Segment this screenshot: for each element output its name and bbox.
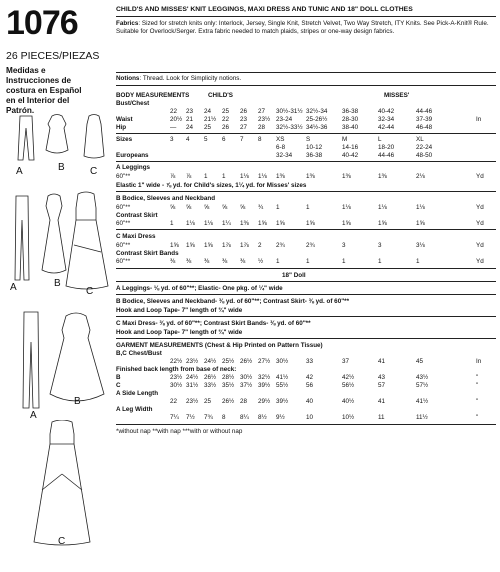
contrast-skirt-label: Contrast Skirt [116, 212, 158, 219]
bust-cell: 27 [258, 108, 266, 115]
c-len-cell: 39½ [258, 382, 271, 389]
a-yard-cell: ⅞ [170, 173, 176, 180]
bust-cell: 40-42 [378, 108, 395, 115]
c-len-cell: 56½ [342, 382, 355, 389]
fig-label-a-back: A [30, 410, 37, 421]
a-side-cell: 29½ [258, 398, 271, 405]
b-len-cell: 42 [306, 374, 314, 381]
divider [116, 229, 496, 230]
c-len-cell: 57½ [416, 382, 429, 389]
bust-cell: 44-46 [416, 108, 433, 115]
sizes2-cell: 22-24 [416, 144, 433, 151]
c-maxi-label: C Maxi Dress [116, 233, 156, 240]
a-side-cell: 26½ [222, 398, 235, 405]
divider [116, 338, 496, 339]
unit-yd: Yd [476, 242, 484, 249]
b-len-cell: 30½ [240, 374, 253, 381]
c-len-cell: 55½ [276, 382, 289, 389]
bc-label: B,C Chest/Bust [116, 350, 162, 357]
cs-yard-cell: 1⅜ [240, 220, 249, 227]
csb-yard-cell: ⅜ [170, 258, 176, 265]
c-label: C [116, 382, 121, 389]
waist-cell: 32-34 [378, 116, 395, 123]
a-60: 60"** [116, 173, 131, 180]
c-len-cell: 31½ [186, 382, 199, 389]
hip-cell: 28 [258, 124, 266, 131]
bc-cell: 23½ [186, 358, 199, 365]
bust-cell: 36-38 [342, 108, 359, 115]
unit: " [476, 374, 479, 381]
bc-cell: 33 [306, 358, 314, 365]
sizes-cell: L [378, 136, 382, 143]
a-yard-cell: 1⅜ [378, 173, 387, 180]
divider [116, 316, 496, 317]
waist-cell: 20½ [170, 116, 183, 123]
a-yard-cell: 2⅛ [416, 173, 425, 180]
b-len-cell: 24½ [186, 374, 199, 381]
b-yard-cell: ⅝ [186, 204, 192, 211]
c-yard-cell: 3 [378, 242, 382, 249]
a-leg-cell: 8¼ [240, 414, 249, 421]
c-len-cell: 57 [378, 382, 386, 389]
csb-label: Contrast Skirt Bands [116, 250, 179, 257]
a-leg-cell: 7¾ [204, 414, 213, 421]
csb-yard-cell: ⅜ [204, 258, 210, 265]
waist-cell: 25-26½ [306, 116, 328, 123]
sizes-cell: 8 [258, 136, 262, 143]
divider [116, 424, 496, 425]
cs-yard-cell: 1⅝ [258, 220, 267, 227]
fig-label-c-misses: C [86, 286, 94, 297]
misses-heading: MISSES' [384, 92, 410, 99]
sizes-cell: 5 [204, 136, 208, 143]
fig-label-b-misses: B [54, 278, 61, 289]
unit: " [476, 414, 479, 421]
finished-label: Finished back length from base of neck: [116, 366, 237, 373]
info-panel [112, 0, 500, 572]
fig-label-b-back: B [74, 396, 81, 407]
csb-yard-cell: ½ [258, 258, 264, 265]
c-len-cell: 37½ [240, 382, 253, 389]
divider [116, 294, 496, 295]
b-yard-cell: ⅝ [170, 204, 176, 211]
a-side-cell: 28 [240, 398, 248, 405]
a-yard-cell: 1⅜ [342, 173, 351, 180]
cs-yard-cell: 1⅝ [378, 220, 387, 227]
waist-cell: 28-30 [342, 116, 359, 123]
b-yard-cell: ⅝ [204, 204, 210, 211]
a-yard-cell: 1⅜ [276, 173, 285, 180]
sizes-label: Sizes [116, 136, 133, 143]
garment-title: GARMENT MEASUREMENTS (Chest & Hip Printed on Pattern Tissue) [116, 342, 323, 349]
body-measurements-title: BODY MEASUREMENTS [116, 92, 190, 99]
unit-yd: Yd [476, 258, 484, 265]
notions-section: Notions: Thread. Look for Simplicity notions. [116, 72, 496, 86]
a-side-cell: 41½ [416, 398, 429, 405]
c-yard-cell: 3 [342, 242, 346, 249]
cs-yard-cell: 1¼ [222, 220, 231, 227]
hip-cell: 27 [240, 124, 248, 131]
a-side-cell: 22 [170, 398, 178, 405]
c-len-cell: 33½ [204, 382, 217, 389]
a-side-cell: 40 [306, 398, 314, 405]
a-yard-cell: 1 [222, 173, 226, 180]
waist-cell: 22 [222, 116, 230, 123]
unit-in: In [476, 116, 482, 123]
doll-b2: Hook and Loop Tape- 7" length of ¾" wide [116, 307, 243, 314]
b-len-cell: 26½ [204, 374, 217, 381]
a-side-label: A Side Length [116, 390, 159, 397]
c-yard-cell: 1⅝ [204, 242, 213, 249]
fig-label-a: A [16, 166, 23, 177]
csb-yard-cell: ⅜ [240, 258, 246, 265]
a-leg-cell: 8 [222, 414, 226, 421]
c-yard-cell: 1⅞ [240, 242, 249, 249]
hip-cell: 26 [222, 124, 230, 131]
hip-cell: — [170, 124, 177, 131]
csb-yard-cell: 1 [276, 258, 280, 265]
misses-figures-illustration [4, 190, 112, 290]
divider [116, 191, 496, 192]
bust-cell: 30½-31½ [276, 108, 303, 115]
a-yard-cell: 1⅛ [240, 173, 249, 180]
elastic-note: Elastic 1" wide - ⅞ yd. for Child's sizes, 1¼ yd. for Misses' sizes [116, 182, 307, 189]
sizes-cell: XS [276, 136, 285, 143]
bust-cell: 26 [240, 108, 248, 115]
b-len-cell: 41½ [276, 374, 289, 381]
divider [116, 161, 496, 162]
sizes-cell: 4 [186, 136, 190, 143]
csb-yard-cell: 1 [306, 258, 310, 265]
euro-cell: 36-38 [306, 152, 323, 159]
hip-cell: 46-48 [416, 124, 433, 131]
euro-cell: 40-42 [342, 152, 359, 159]
doll-a: A Leggings- ⅛ yd. of 60"**; Elastic- One pkg. of ¼" wide [116, 285, 283, 292]
euro-cell: 32-34 [276, 152, 293, 159]
waist-cell: 21½ [204, 116, 217, 123]
pattern-number: 1076 [6, 4, 78, 42]
childs-heading: CHILD'S [208, 92, 233, 99]
b-len-cell: 32½ [258, 374, 271, 381]
fabrics-label: Fabrics [116, 20, 139, 27]
sizes-cell: S [306, 136, 311, 143]
b-len-cell: 42½ [342, 374, 355, 381]
waist-cell: 23 [240, 116, 248, 123]
sizes-cell: M [342, 136, 348, 143]
cs-yard-cell: 1⅛ [186, 220, 195, 227]
fig-label-a-misses: A [10, 282, 17, 293]
unit-yd: Yd [476, 204, 484, 211]
b-len-cell: 23½ [170, 374, 183, 381]
hip-label: Hip [116, 124, 127, 131]
a-leg-label: A Leg Width [116, 406, 153, 413]
pattern-title: CHILD'S AND MISSES' KNIT LEGGINGS, MAXI DRESS AND TUNIC AND 18" DOLL CLOTHES [116, 6, 496, 17]
divider [116, 133, 496, 134]
fig-label-c: C [90, 166, 98, 177]
bc-cell: 27½ [258, 358, 271, 365]
b-yard-cell: ¾ [258, 204, 264, 211]
a-yard-cell: ⅞ [186, 173, 192, 180]
bc-cell: 41 [378, 358, 386, 365]
fig-label-b: B [58, 162, 65, 173]
hip-cell: 32½-33½ [276, 124, 303, 131]
a-leg-cell: 10½ [342, 414, 355, 421]
cs-yard-cell: 1⅝ [306, 220, 315, 227]
c-yard-cell: 2¾ [306, 242, 315, 249]
hip-cell: 42-44 [378, 124, 395, 131]
notions-label: Notions [116, 75, 140, 82]
c-yard-cell: 2¾ [276, 242, 285, 249]
c-len-cell: 56 [306, 382, 314, 389]
a-leg-cell: 7½ [186, 414, 195, 421]
divider [116, 268, 496, 269]
cs-yard-cell: 1⅛ [204, 220, 213, 227]
unit: " [476, 398, 479, 405]
b-len-cell: 43 [378, 374, 386, 381]
cs-yard-cell: 1 [170, 220, 174, 227]
doll-title: 18" Doll [282, 272, 306, 279]
a-leg-cell: 9½ [276, 414, 285, 421]
waist-cell: 37-39 [416, 116, 433, 123]
a-leg-cell: 8½ [258, 414, 267, 421]
doll-c2: Hook and Loop Tape- 7" length of ¾" wide [116, 329, 243, 336]
bc-cell: 22½ [170, 358, 183, 365]
waist-label: Waist [116, 116, 133, 123]
left-panel [0, 0, 112, 572]
b-yard-cell: 1⅛ [416, 204, 425, 211]
bust-cell: 22 [170, 108, 178, 115]
csb-60: 60"** [116, 258, 131, 265]
csb-yard-cell: ⅜ [222, 258, 228, 265]
bust-cell: 32½-34 [306, 108, 328, 115]
waist-cell: 23½ [258, 116, 271, 123]
sizes-cell: 6 [222, 136, 226, 143]
hip-cell: 25 [204, 124, 212, 131]
a-leggings-label: A Leggings [116, 164, 151, 171]
c-yard-cell: 1⅝ [186, 242, 195, 249]
a-leg-cell: 11 [378, 414, 385, 421]
back-view-figures-illustration [14, 308, 112, 418]
hip-cell: 34½-36 [306, 124, 328, 131]
bust-cell: 25 [222, 108, 230, 115]
hip-cell: 24 [186, 124, 194, 131]
spanish-note: Medidas e Instrucciones de costura en Español en el Interior del Patrón. [6, 66, 82, 115]
sizes2-cell: 10-12 [306, 144, 323, 151]
euro-cell: 44-46 [378, 152, 395, 159]
waist-cell: 23-24 [276, 116, 293, 123]
a-side-cell: 40½ [342, 398, 355, 405]
b-yard-cell: 1⅛ [342, 204, 351, 211]
c-yard-cell: 1⅞ [222, 242, 231, 249]
bc-cell: 30½ [276, 358, 289, 365]
sizes2-cell: 6-8 [276, 144, 286, 151]
b-yard-cell: ⅝ [240, 204, 246, 211]
a-side-cell: 41 [378, 398, 386, 405]
sizes-cell: 7 [240, 136, 244, 143]
sizes-cell: 3 [170, 136, 174, 143]
c-60: 60"** [116, 242, 131, 249]
cs-yard-cell: 1⅝ [416, 220, 425, 227]
a-yard-cell: 1 [204, 173, 208, 180]
european-label: Europeans [116, 152, 149, 159]
fabrics-section: Fabrics: Sized for stretch knits only: Interlock, Jersey, Single Knit, Stretch Velvet, Two Way Stretch, ITY Knits. See Pick-A-Knit® Rule. Suitable for Overlock/Serger. Extra fabric needed to match plaids, stripes or one-way design fabrics. [116, 20, 489, 35]
b-bodice-label: B Bodice, Sleeves and Neckband [116, 195, 216, 202]
bust-cell: 23 [186, 108, 194, 115]
a-leg-cell: 7¼ [170, 414, 179, 421]
unit-yd: Yd [476, 220, 484, 227]
b-yard-cell: ⅝ [222, 204, 228, 211]
bust-label: Bust/Chest [116, 100, 150, 107]
a-leg-cell: 10 [306, 414, 314, 421]
euro-cell: 48-50 [416, 152, 433, 159]
hip-cell: 38-40 [342, 124, 359, 131]
c-yard-cell: 1⅝ [170, 242, 179, 249]
fabrics-text: Sized for stretch knits only: Interlock, Jersey, Single Knit, Stretch Velvet, Two Way Stretch, ITY Knits. See Pick-A-Knit® Rule. Suitable for Overlock/Serger. Extra fabric needed to match plaids, stripes or one-way design fabrics. [116, 20, 489, 35]
csb-yard-cell: ⅜ [186, 258, 192, 265]
fig-label-c-back: C [58, 536, 66, 547]
unit: " [476, 382, 479, 389]
b-yard-cell: 1⅛ [378, 204, 387, 211]
b-yard-cell: 1 [276, 204, 280, 211]
c-yard-cell: 3⅛ [416, 242, 425, 249]
csb-yard-cell: 1 [342, 258, 346, 265]
c-len-cell: 30½ [170, 382, 183, 389]
maxi-dress-back-illustration [30, 420, 94, 550]
bust-cell: 24 [204, 108, 212, 115]
a-side-cell: 23½ [186, 398, 199, 405]
b-label: B [116, 374, 121, 381]
doll-c: C Maxi Dress- ⅜ yd. of 60"**; Contrast Skirt Bands- ⅜ yd. of 60"** [116, 320, 311, 327]
c-len-cell: 35½ [222, 382, 235, 389]
sizes2-cell: 14-16 [342, 144, 359, 151]
a-yard-cell: 1⅛ [258, 173, 267, 180]
unit-in: In [476, 358, 482, 365]
waist-cell: 21 [186, 116, 194, 123]
b-len-cell: 43½ [416, 374, 429, 381]
cs-yard-cell: 1⅝ [342, 220, 351, 227]
sizes2-cell: 18-20 [378, 144, 395, 151]
notions-text: Thread. Look for Simplicity notions. [142, 75, 242, 82]
bc-cell: 26½ [240, 358, 253, 365]
footnote: *without nap **with nap ***with or without nap [116, 428, 243, 435]
bc-cell: 25½ [222, 358, 235, 365]
a-side-cell: 39½ [276, 398, 289, 405]
cs-yard-cell: 1⅝ [276, 220, 285, 227]
unit-yd: Yd [476, 173, 484, 180]
cs-60: 60"** [116, 220, 131, 227]
csb-yard-cell: 1 [416, 258, 420, 265]
csb-yard-cell: 1 [378, 258, 382, 265]
bc-cell: 45 [416, 358, 424, 365]
a-yard-cell: 1⅜ [306, 173, 315, 180]
bc-cell: 24½ [204, 358, 217, 365]
bc-cell: 37 [342, 358, 350, 365]
a-side-cell: 25 [204, 398, 212, 405]
doll-b: B Bodice, Sleeves and Neckband- ⅜ yd. of 60"**; Contrast Skirt- ⅜ yd. of 60"** [116, 298, 350, 305]
a-leg-cell: 11½ [416, 414, 428, 421]
pieces-count: 26 PIECES/PIEZAS [6, 50, 100, 62]
c-yard-cell: 2 [258, 242, 262, 249]
sizes-cell: XL [416, 136, 424, 143]
b-yard-cell: 1 [306, 204, 310, 211]
divider [116, 281, 496, 282]
b-len-cell: 28½ [222, 374, 235, 381]
b-60: 60"** [116, 204, 131, 211]
